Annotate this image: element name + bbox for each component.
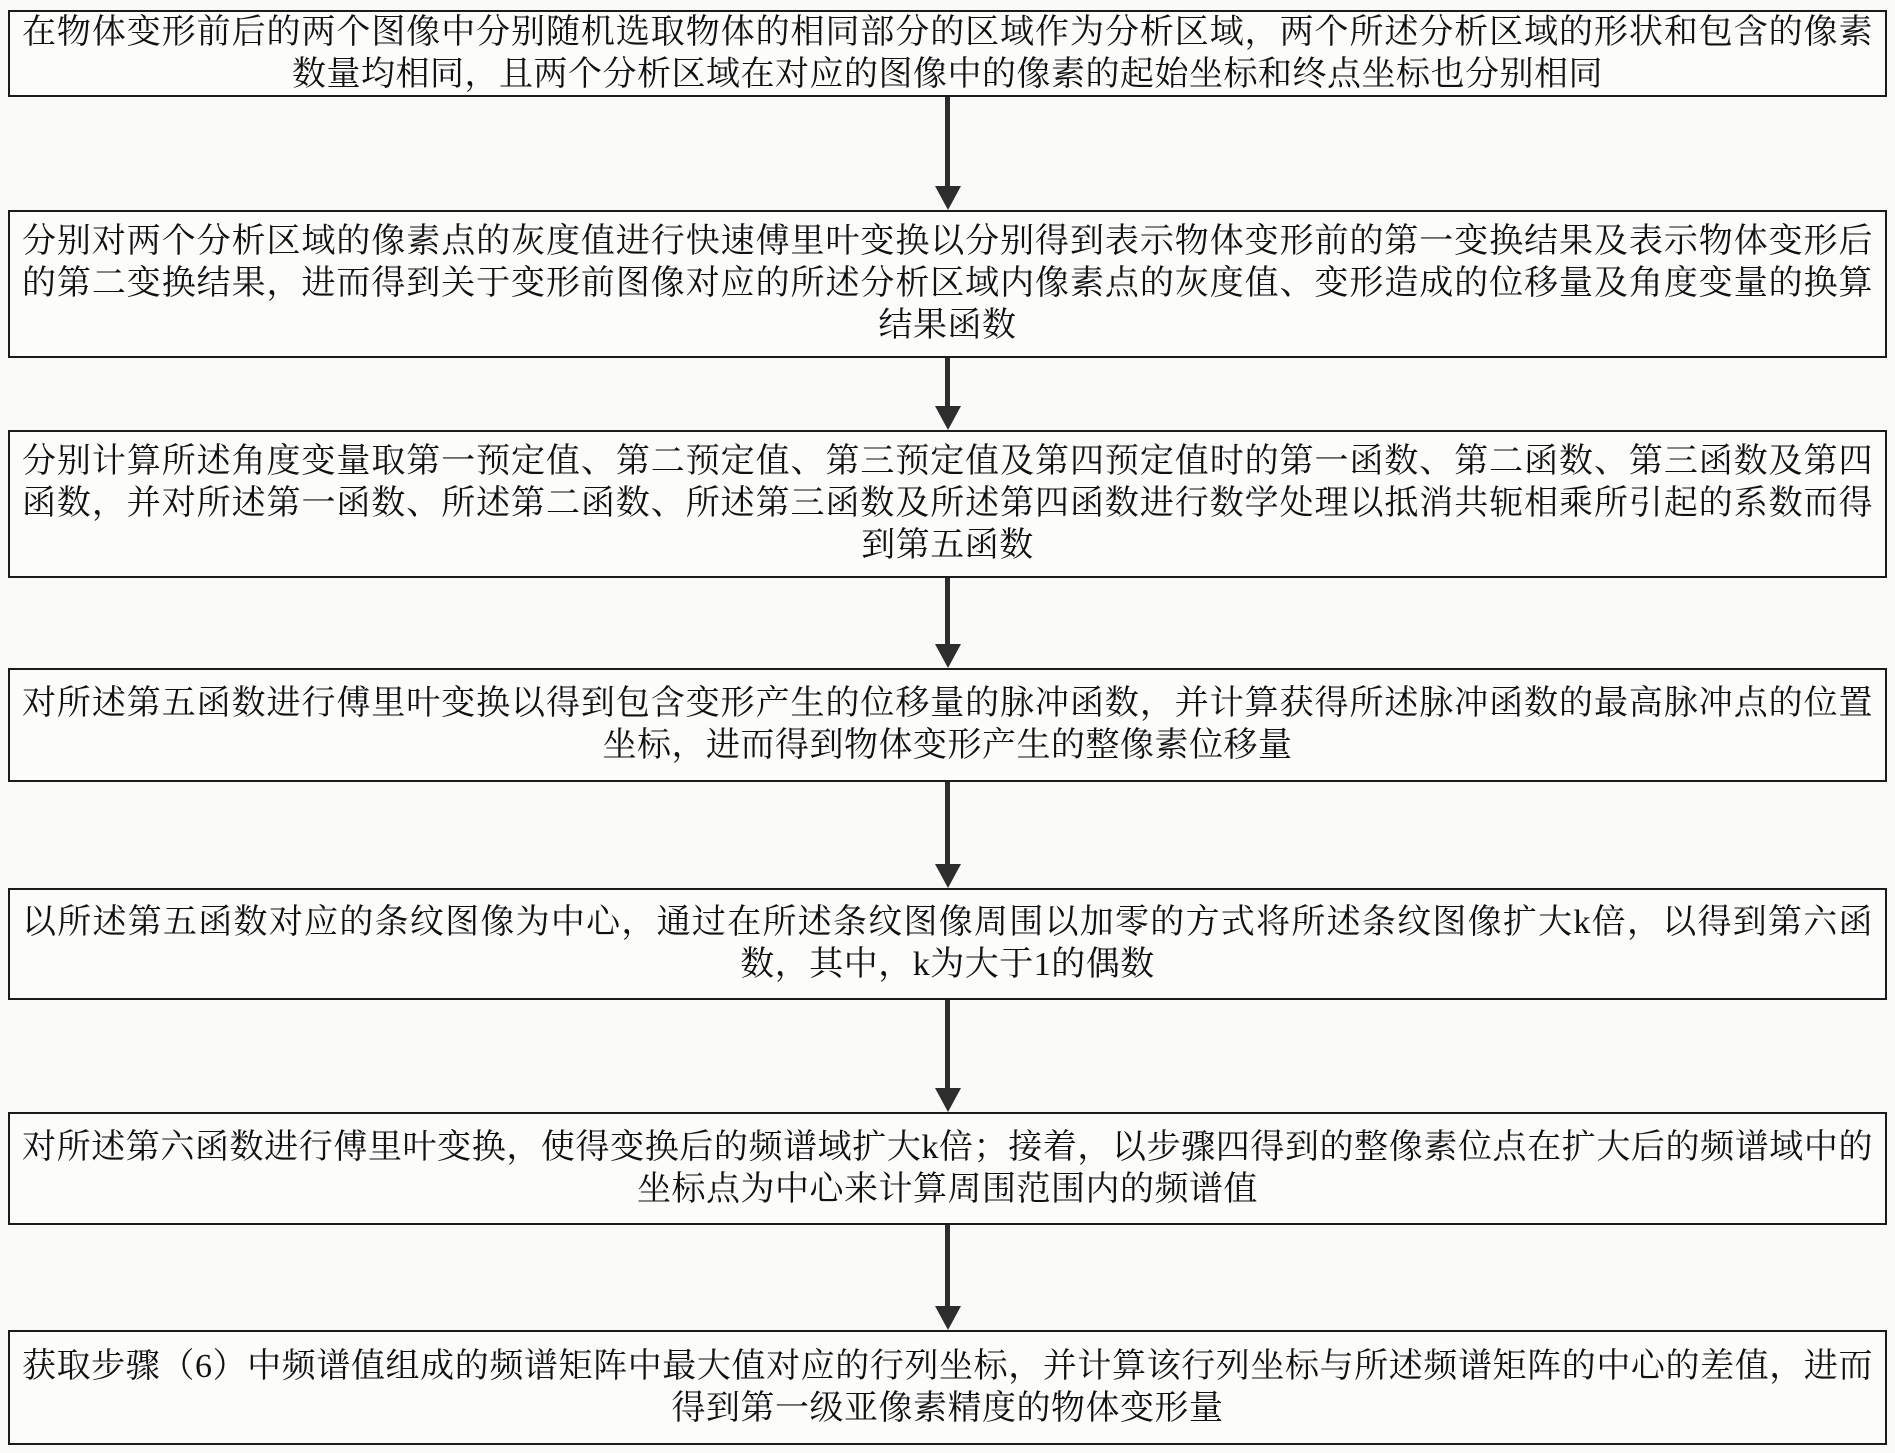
down-arrow-head-icon [935, 1306, 961, 1330]
down-arrow-shaft [945, 578, 950, 645]
down-arrow-6 [8, 1225, 1887, 1330]
flow-step-3-text: 分别计算所述角度变量取第一预定值、第二预定值、第三预定值及第四预定值时的第一函数、第二函数、第三函数及第四函数，并对所述第一函数、所述第二函数、所述第三函数及所述第四函数进行数学处理以抵消共轭相乘所引起的系数而得到第五函数 [22, 443, 1873, 564]
down-arrow-5 [8, 1000, 1887, 1112]
down-arrow-shaft [945, 782, 950, 865]
flow-step-7-text: 获取步骤（6）中频谱值组成的频谱矩阵中最大值对应的行列坐标，并计算该行列坐标与所述频谱矩阵的中心的差值，进而得到第一级亚像素精度的物体变形量 [22, 1347, 1873, 1427]
down-arrow-head-icon [935, 644, 961, 668]
down-arrow-head-icon [935, 406, 961, 430]
down-arrow-head-icon [935, 1088, 961, 1112]
flow-step-6 [8, 1112, 1887, 1225]
down-arrow-head-icon [935, 186, 961, 210]
down-arrow-4 [8, 782, 1887, 888]
flow-step-6-text: 对所述第六函数进行傅里叶变换，使得变换后的频谱域扩大k倍；接着，以步骤四得到的整像素位点在扩大后的频谱域中的坐标点为中心来计算周围范围内的频谱值 [22, 1128, 1873, 1208]
down-arrow-head-icon [935, 864, 961, 888]
flow-step-7 [8, 1330, 1887, 1445]
flow-step-2 [8, 210, 1887, 358]
flow-step-1-text: 在物体变形前后的两个图像中分别随机选取物体的相同部分的区域作为分析区域，两个所述分析区域的形状和包含的像素数量均相同，且两个分析区域在对应的图像中的像素的起始坐标和终点坐标也分别相同 [22, 13, 1873, 93]
flow-step-1 [8, 10, 1887, 97]
flow-step-4-text: 对所述第五函数进行傅里叶变换以得到包含变形产生的位移量的脉冲函数，并计算获得所述脉冲函数的最高脉冲点的位置坐标，进而得到物体变形产生的整像素位移量 [22, 685, 1873, 764]
down-arrow-shaft [945, 97, 950, 187]
flow-step-5-text: 以所述第五函数对应的条纹图像为中心，通过在所述条纹图像周围以加零的方式将所述条纹图像扩大k倍，以得到第六函数，其中，k为大于1的偶数 [22, 904, 1873, 983]
down-arrow-shaft [945, 1000, 950, 1089]
flow-step-5 [8, 888, 1887, 1000]
down-arrow-2 [8, 358, 1887, 430]
flow-step-2-text: 分别对两个分析区域的像素点的灰度值进行快速傅里叶变换以分别得到表示物体变形前的第一变换结果及表示物体变形后的第二变换结果，进而得到关于变形前图像对应的所述分析区域内像素点的灰度值、变形造成的位移量及角度变量的换算结果函数 [22, 223, 1873, 344]
down-arrow-3 [8, 578, 1887, 668]
flow-step-3 [8, 430, 1887, 578]
down-arrow-shaft [945, 1225, 950, 1307]
down-arrow-shaft [945, 358, 950, 407]
down-arrow-1 [8, 97, 1887, 210]
flow-step-4 [8, 668, 1887, 782]
